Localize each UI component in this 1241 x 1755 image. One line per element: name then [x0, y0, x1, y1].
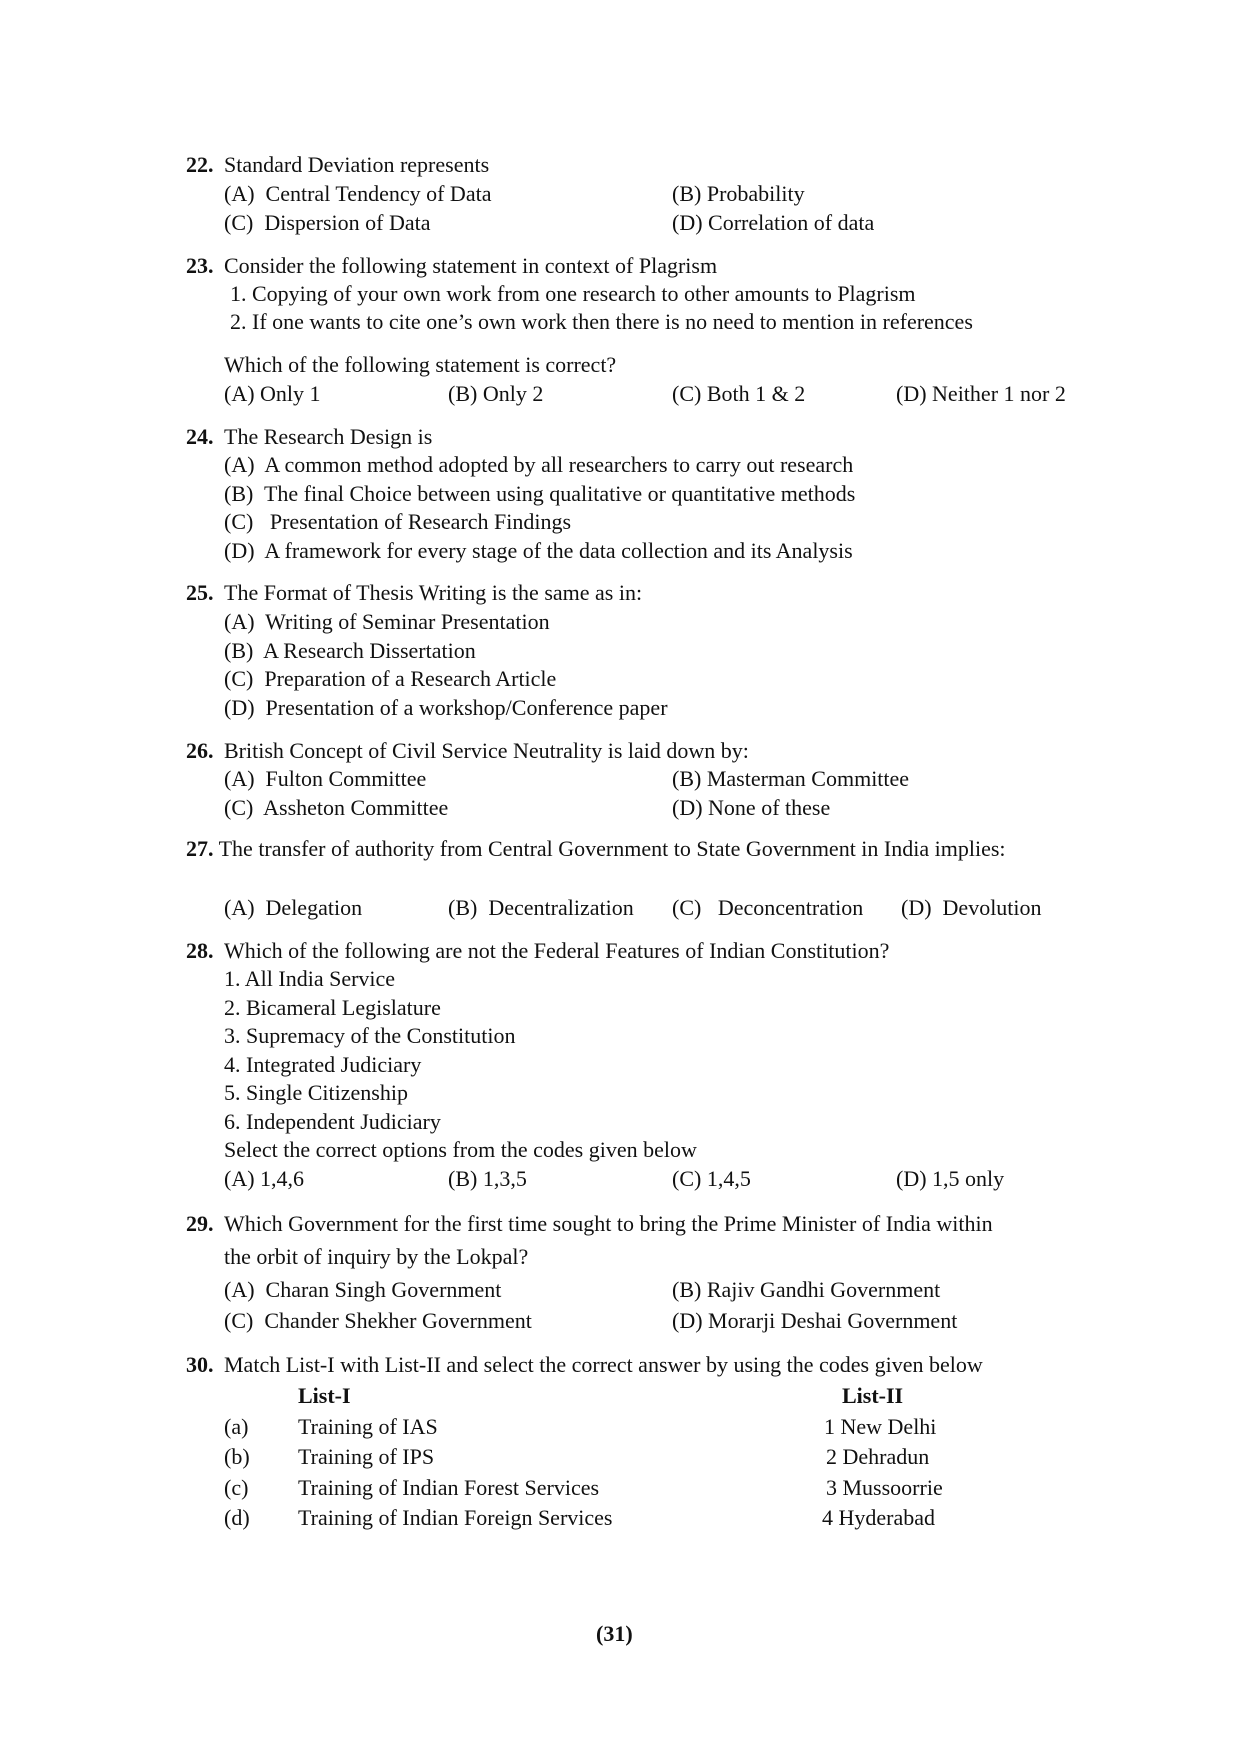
- q28-option-c: (C) 1,4,5: [672, 1166, 751, 1191]
- q27-stem-block: [186, 834, 1088, 863]
- q24-option-d: (D) A framework for every stage of the data collection and its Analysis: [224, 538, 853, 563]
- q25-option-a: (A) Writing of Seminar Presentation: [224, 609, 550, 634]
- match-answer-1: 1 New Delhi: [824, 1414, 937, 1439]
- match-key-d: (d): [224, 1505, 250, 1530]
- match-key-b: (b): [224, 1444, 250, 1469]
- match-answer-3: 3 Mussoorrie: [826, 1475, 943, 1500]
- q28-option-b: (B) 1,3,5: [448, 1166, 527, 1191]
- q25-stem: The Format of Thesis Writing is the same as in:: [224, 580, 643, 605]
- q26-option-a: (A) Fulton Committee: [224, 766, 427, 791]
- q29-number: 29.: [186, 1211, 214, 1236]
- q28-item-3: 3. Supremacy of the Constitution: [224, 1023, 516, 1048]
- q30-number: 30.: [186, 1352, 214, 1377]
- q24-option-c: (C) Presentation of Research Findings: [224, 509, 572, 534]
- q22-option-b: (B) Probability: [672, 181, 805, 206]
- q23-statement-1: 1. Copying of your own work from one research to other amounts to Plagrism: [230, 281, 916, 306]
- q23-option-c: (C) Both 1 & 2: [672, 381, 806, 406]
- q27-option-b: (B) Decentralization: [448, 895, 634, 920]
- q29-option-b: (B) Rajiv Gandhi Government: [672, 1277, 941, 1302]
- q29-option-c: (C) Chander Shekher Government: [224, 1308, 532, 1333]
- q28-prompt: Select the correct options from the codes given below: [224, 1137, 697, 1162]
- q25-option-c: (C) Preparation of a Research Article: [224, 666, 557, 691]
- q25-number: 25.: [186, 580, 214, 605]
- q22-option-c: (C) Dispersion of Data: [224, 210, 431, 235]
- q29-stem-line-2: the orbit of inquiry by the Lokpal?: [224, 1244, 529, 1269]
- q27-option-a: (A) Delegation: [224, 895, 363, 920]
- q23-option-d: (D) Neither 1 nor 2: [896, 381, 1066, 406]
- match-item-c: Training of Indian Forest Services: [298, 1475, 600, 1500]
- q23-number: 23.: [186, 253, 214, 278]
- q27-option-c: (C) Deconcentration: [672, 895, 864, 920]
- q27-option-d: (D) Devolution: [901, 895, 1042, 920]
- q22-option-a: (A) Central Tendency of Data: [224, 181, 492, 206]
- q23-prompt: Which of the following statement is correct?: [224, 352, 617, 377]
- q26-option-c: (C) Assheton Committee: [224, 795, 449, 820]
- q28-stem: Which of the following are not the Federal Features of Indian Constitution?: [224, 938, 890, 963]
- q22-option-d: (D) Correlation of data: [672, 210, 875, 235]
- q23-stem: Consider the following statement in context of Plagrism: [224, 253, 718, 278]
- q23-option-a: (A) Only 1: [224, 381, 321, 406]
- q24-option-a: (A) A common method adopted by all researchers to carry out research: [224, 452, 854, 477]
- q28-item-1: 1. All India Service: [224, 966, 396, 991]
- q24-number: 24.: [186, 424, 214, 449]
- q28-item-4: 4. Integrated Judiciary: [224, 1052, 422, 1077]
- q22-number: 22.: [186, 152, 214, 177]
- q25-option-d: (D) Presentation of a workshop/Conference paper: [224, 695, 668, 720]
- match-item-a: Training of IAS: [298, 1414, 438, 1439]
- list-1-header: List-I: [298, 1383, 351, 1408]
- q25-option-b: (B) A Research Dissertation: [224, 638, 476, 663]
- q22-stem: Standard Deviation represents: [224, 152, 490, 177]
- match-item-d: Training of Indian Foreign Services: [298, 1505, 613, 1530]
- match-answer-2: 2 Dehradun: [826, 1444, 930, 1469]
- match-key-c: (c): [224, 1475, 249, 1500]
- q26-option-d: (D) None of these: [672, 795, 831, 820]
- q23-statement-2: 2. If one wants to cite one’s own work then there is no need to mention in references: [230, 309, 973, 334]
- q24-stem: The Research Design is: [224, 424, 433, 449]
- q26-option-b: (B) Masterman Committee: [672, 766, 910, 791]
- q26-stem: British Concept of Civil Service Neutrality is laid down by:: [224, 738, 749, 763]
- q28-option-a: (A) 1,4,6: [224, 1166, 305, 1191]
- q28-item-5: 5. Single Citizenship: [224, 1080, 408, 1105]
- q24-option-b: (B) The final Choice between using qualitative or quantitative methods: [224, 481, 856, 506]
- q27-number: 27.: [186, 836, 214, 861]
- q29-option-a: (A) Charan Singh Government: [224, 1277, 502, 1302]
- q27-stem: The transfer of authority from Central Government to State Government in India implies:: [218, 836, 1006, 861]
- match-answer-4: 4 Hyderabad: [822, 1505, 936, 1530]
- q28-option-d: (D) 1,5 only: [896, 1166, 1005, 1191]
- list-2-header: List-II: [842, 1383, 904, 1408]
- page-number: (31): [596, 1621, 633, 1646]
- q28-item-2: 2. Bicameral Legislature: [224, 995, 441, 1020]
- match-item-b: Training of IPS: [298, 1444, 435, 1469]
- q28-number: 28.: [186, 938, 214, 963]
- q30-stem: Match List-I with List-II and select the correct answer by using the codes given below: [224, 1352, 983, 1377]
- q23-option-b: (B) Only 2: [448, 381, 544, 406]
- q28-item-6: 6. Independent Judiciary: [224, 1109, 441, 1134]
- match-key-a: (a): [224, 1414, 249, 1439]
- q26-number: 26.: [186, 738, 214, 763]
- q29-stem-line-1: Which Government for the first time sought to bring the Prime Minister of India within: [224, 1211, 993, 1236]
- q29-option-d: (D) Morarji Deshai Government: [672, 1308, 958, 1333]
